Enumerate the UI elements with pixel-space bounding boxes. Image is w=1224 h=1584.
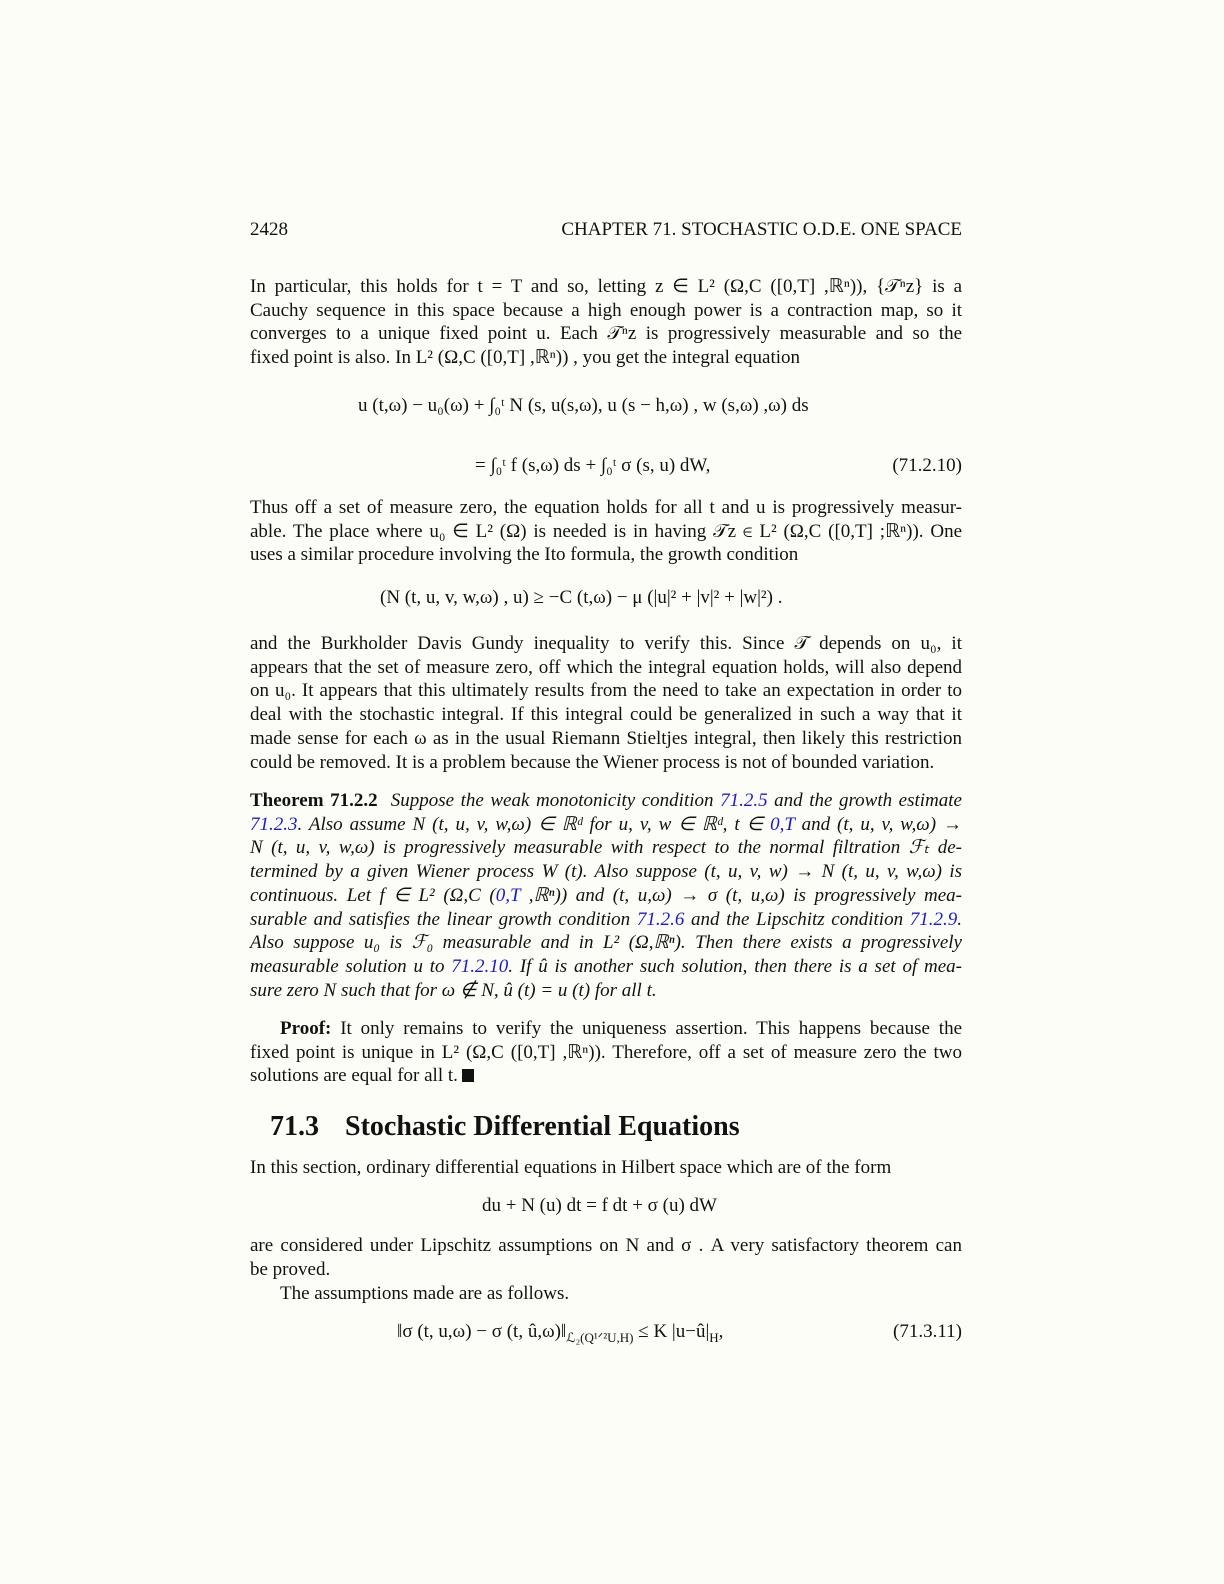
theorem-text-line: N (t, u, v, w,ω) is progressively measurable with respect to the normal filtration ℱₜ de- [250, 837, 962, 859]
equation-reference-link[interactable]: 0,T [495, 884, 521, 906]
equation-71-2-10-line2: = ∫₀ᵗ f (s,ω) ds + ∫₀ᵗ σ (s, u) dW, [475, 455, 711, 476]
text-line: deal with the stochastic integral. If this integral could be generalized in such a way that it [250, 704, 962, 726]
text-line: are considered under Lipschitz assumptions on N and σ . A very satisfactory theorem can [250, 1235, 962, 1256]
equation-reference-link[interactable]: 71.2.9 [909, 908, 958, 930]
theorem-text-line: measurable solution u to 71.2.10. If û is another such solution, then there is a set of mea- [250, 955, 962, 977]
text-line: on u₀. It appears that this ultimately results from the need to take an expectation in order to [250, 680, 962, 702]
theorem-text-line: continuous. Let f ∈ L² (Ω,C (0,T ,ℝⁿ)) and (t, u,ω) → σ (t, u,ω) is progressively mea- [250, 884, 962, 906]
theorem-text-line: Also suppose u₀ is ℱ₀ measurable and in L² (Ω,ℝⁿ). Then there exists a progressively [250, 932, 962, 954]
section-heading [270, 1111, 740, 1143]
paragraph-burkholder [250, 632, 962, 774]
theorem-71-2-2 [250, 789, 962, 1002]
text-line: made sense for each ω as in the usual Riemann Stieltjes integral, then likely this restriction [250, 727, 962, 749]
qed-square-icon [462, 1069, 474, 1082]
equation-reference-link[interactable]: 71.2.10 [451, 955, 509, 977]
equation-tail: , [718, 1321, 724, 1342]
equation-body: ‖σ (t, u,ω) − σ (t, û,ω)‖ [397, 1321, 567, 1342]
theorem-text-line: surable and satisfies the linear growth condition 71.2.6 and the Lipschitz condition 71.2.9. [250, 908, 962, 930]
section-number: 71.3 [270, 1111, 319, 1142]
text-line: be proved. [250, 1258, 331, 1280]
proof-label: Proof: [280, 1018, 332, 1039]
equation-rhs-subscript: H [709, 1329, 719, 1345]
page-number: 2428 [250, 219, 288, 240]
text-line: fixed point is also. In L² (Ω,C ([0,T] ,ℝⁿ)) , you get the integral equation [250, 347, 801, 369]
paragraph-section-intro [250, 1156, 962, 1180]
theorem-text-line: Suppose the weak monotonicity condition 71.2.5 and the growth estimate [390, 790, 962, 811]
text-line: solutions are equal for all t. [250, 1065, 458, 1087]
equation-reference-link[interactable]: 71.2.5 [720, 790, 768, 811]
section-title: Stochastic Differential Equations [345, 1111, 740, 1142]
growth-condition-equation: (N (t, u, v, w,ω) , u) ≥ −C (t,ω) − μ (|u|² + |v|² + |w|²) . [380, 587, 783, 608]
paragraph-assumptions [250, 1282, 962, 1306]
text-line: It only remains to verify the uniqueness assertion. This happens because the [340, 1018, 962, 1039]
text-line: Cauchy sequence in this space because a high enough power is a contraction map, so it [250, 299, 962, 321]
equation-subscript: ℒ₂(Q¹ᐟ²U,H) [566, 1329, 634, 1345]
text-line: In this section, ordinary differential equations in Hilbert space which are of the form [250, 1157, 892, 1178]
theorem-text-line: 71.2.3. Also assume N (t, u, v, w,ω) ∈ ℝᵈ for u, v, w ∈ ℝᵈ, t ∈ 0,T and (t, u, v, w,ω) → [250, 813, 962, 835]
sde-equation: du + N (u) dt = f dt + σ (u) dW [482, 1195, 717, 1216]
paragraph-intro [250, 275, 962, 370]
paragraph-measure-zero [250, 496, 962, 567]
text-line: appears that the set of measure zero, off which the integral equation holds, will also depend [250, 656, 962, 678]
text-line: converges to a unique fixed point u. Each 𝒯ⁿz is progressively measurable and so the [250, 323, 962, 345]
proof-block [250, 1017, 962, 1088]
equation-number: (71.3.11) [893, 1321, 962, 1342]
equation-reference-link[interactable]: 71.2.3 [250, 813, 298, 835]
text-line: The assumptions made are as follows. [280, 1283, 570, 1304]
text-line: fixed point is unique in L² (Ω,C ([0,T] ,ℝⁿ)). Therefore, off a set of measure zero the two [250, 1041, 962, 1063]
theorem-text-line: sure zero N such that for ω ∉ N, û (t) = u (t) for all t. [250, 979, 657, 1001]
text-line: uses a similar procedure involving the Ito formula, the growth condition [250, 544, 799, 566]
equation-reference-link[interactable]: 71.2.6 [636, 908, 685, 930]
chapter-title: CHAPTER 71. STOCHASTIC O.D.E. ONE SPACE [561, 219, 962, 240]
paragraph-lipschitz [250, 1234, 962, 1281]
text-line: could be removed. It is a problem because the Wiener process is not of bounded variation. [250, 751, 935, 773]
equation-number: (71.2.10) [892, 455, 962, 476]
theorem-label: Theorem 71.2.2 [250, 790, 378, 811]
text-line: Thus off a set of measure zero, the equation holds for all t and u is progressively measur- [250, 497, 962, 518]
equation-reference-link[interactable]: 0,T [770, 813, 795, 835]
equation-rhs: ≤ K |u−û| [638, 1321, 710, 1342]
text-line: able. The place where u₀ ∈ L² (Ω) is needed is in having 𝒯z ∈ L² (Ω,C ([0,T] ;ℝⁿ)). One [250, 520, 962, 542]
text-line: In particular, this holds for t = T and so, letting z ∈ L² (Ω,C ([0,T] ,ℝⁿ)), {𝒯ⁿz} is a [250, 276, 962, 297]
text-line: and the Burkholder Davis Gundy inequality to verify this. Since 𝒯 depends on u₀, it [250, 633, 962, 654]
running-head [250, 219, 962, 241]
theorem-text-line: termined by a given Wiener process W (t). Also suppose (t, u, v, w) → N (t, u, v, w,ω) is [250, 861, 962, 883]
equation-71-2-10-line1: u (t,ω) − u₀(ω) + ∫₀ᵗ N (s, u(s,ω), u (s − h,ω) , w (s,ω) ,ω) ds [358, 395, 809, 416]
equation-71-3-11 [397, 1321, 723, 1343]
